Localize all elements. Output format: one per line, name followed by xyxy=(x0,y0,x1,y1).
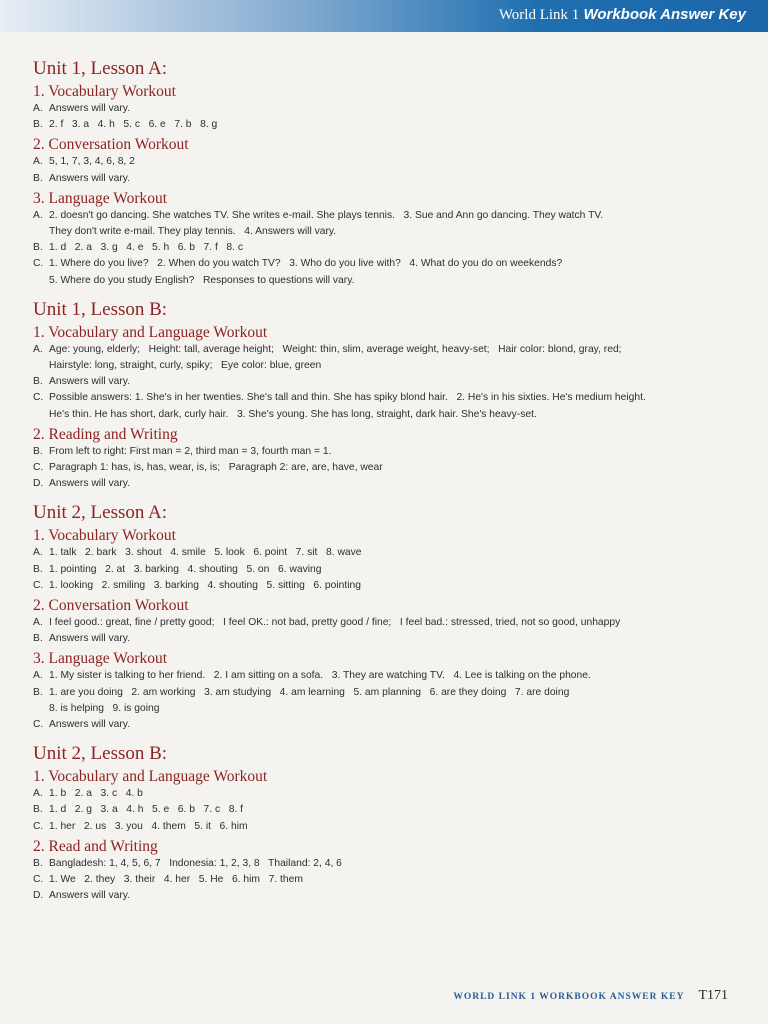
answer-text: Answers will vary. xyxy=(49,633,131,645)
answer-letter: A. xyxy=(33,343,43,355)
answer-text: 1. d 2. a 3. g 4. e 5. h 6. b 7. f 8. c xyxy=(49,242,244,254)
answer-item xyxy=(33,374,743,390)
answer-letter: B. xyxy=(33,563,43,575)
answer-item xyxy=(33,444,743,460)
unit-block xyxy=(33,58,743,289)
answer-text: 1. b 2. a 3. c 4. b xyxy=(49,788,143,800)
answer-item xyxy=(33,615,743,631)
answer-text: Answers will vary. xyxy=(49,376,131,388)
answer-letter: A. xyxy=(33,209,43,221)
answer-text: 1. d 2. g 3. a 4. h 5. e 6. b 7. c 8. f xyxy=(49,804,244,816)
page-number: T171 xyxy=(698,988,728,1003)
answer-letter: B. xyxy=(33,376,43,388)
answer-item xyxy=(33,240,743,256)
section-title: 2. Conversation Workout xyxy=(33,597,189,615)
header-answer-key: Workbook Answer Key xyxy=(583,6,746,23)
answer-letter: A. xyxy=(33,103,43,114)
answer-letter: A. xyxy=(33,617,43,629)
answer-text: Age: young, elderly; Height: tall, average height; Weight: thin, slim, average weight, heavy-set; Hair color: blond, gray, red; Hairstyle: long, straight, curly, spiky; Eye color: blue, green xyxy=(49,343,622,372)
answer-text: 1. My sister is talking to her friend. 2. I am sitting on a sofa. 3. They are watching TV. 4. Lee is talking on the phone. xyxy=(49,670,591,682)
answer-letter: B. xyxy=(33,686,43,698)
answer-text: 1. looking 2. smiling 3. barking 4. shouting 5. sitting 6. pointing xyxy=(49,579,361,591)
answer-text: 1. are you doing 2. am working 3. am studying 4. am learning 5. am planning 6. are they doing 7. are doing 8. is helping 9. is going xyxy=(49,686,570,714)
answer-item xyxy=(33,668,743,684)
answer-letter: B. xyxy=(33,242,43,254)
answer-item xyxy=(33,578,743,594)
answer-text: 2. f 3. a 4. h 5. c 6. e 7. b 8. g xyxy=(49,119,218,131)
section-title: 2. Reading and Writing xyxy=(33,425,178,443)
answer-item xyxy=(33,154,743,170)
answer-item xyxy=(33,101,743,117)
answer-item xyxy=(33,208,743,240)
answer-key-content xyxy=(33,58,743,905)
answer-text: 1. talk 2. bark 3. shout 4. smile 5. look 6. point 7. sit 8. wave xyxy=(49,547,362,559)
answer-letter: C. xyxy=(33,258,44,270)
answer-text: 1. Where do you live? 2. When do you watch TV? 3. Who do you live with? 4. What do you do on weekends? 5. Where do you study English? Responses to questions will vary. xyxy=(49,258,563,286)
answer-item xyxy=(33,171,743,187)
answer-letter: D. xyxy=(33,890,44,902)
answer-letter: B. xyxy=(33,172,43,184)
section-title: 1. Vocabulary and Language Workout xyxy=(33,768,268,786)
answer-letter: B. xyxy=(33,445,43,457)
unit-title: Unit 2, Lesson B: xyxy=(33,743,168,765)
answer-item xyxy=(33,786,743,802)
answer-text: 2. doesn't go dancing. She watches TV. She writes e-mail. She plays tennis. 3. Sue and Ann go dancing. They watch TV. They don't write e-mail. They play tennis. 4. Answers will vary. xyxy=(49,209,604,238)
answer-text: 5, 1, 7, 3, 4, 6, 8, 2 xyxy=(49,156,135,168)
unit-title: Unit 1, Lesson A: xyxy=(33,58,168,79)
answer-letter: C. xyxy=(33,579,44,591)
answer-item xyxy=(33,476,743,492)
answer-item xyxy=(33,117,743,133)
unit-title: Unit 2, Lesson A: xyxy=(33,502,168,524)
answer-letter: A. xyxy=(33,788,43,800)
unit-block xyxy=(33,743,743,904)
answer-letter: C. xyxy=(33,392,44,404)
answer-item xyxy=(33,390,743,422)
section-title: 2. Read and Writing xyxy=(33,837,158,855)
answer-item xyxy=(33,562,743,578)
section-title: 2. Conversation Workout xyxy=(33,136,189,154)
section-title: 1. Vocabulary Workout xyxy=(33,527,176,545)
answer-text: Answers will vary. xyxy=(49,172,131,184)
answer-text: Answers will vary. xyxy=(49,719,131,731)
answer-text: Answers will vary. xyxy=(49,103,131,114)
header-title xyxy=(499,6,746,24)
answer-text: 1. her 2. us 3. you 4. them 5. it 6. him xyxy=(49,820,248,832)
section-title: 3. Language Workout xyxy=(33,650,168,668)
section-title: 3. Language Workout xyxy=(33,189,168,207)
page-footer xyxy=(453,988,728,1004)
answer-letter: C. xyxy=(33,820,44,832)
section-title: 1. Vocabulary Workout xyxy=(33,83,176,100)
answer-letter: B. xyxy=(33,804,43,816)
answer-letter: B. xyxy=(33,857,43,869)
answer-text: Possible answers: 1. She's in her twenties. She's tall and thin. She has spiky blond hair. 2. He's in his sixties. He's medium height. He's thin. He has short, dark, curly hair. 3. She's young. She has long, straight, dark hair. She's heavy-set. xyxy=(49,392,646,420)
footer-title: WORLD LINK 1 WORKBOOK ANSWER KEY xyxy=(453,992,685,1002)
unit-title: Unit 1, Lesson B: xyxy=(33,298,168,320)
answer-item xyxy=(33,545,743,561)
answer-text: 1. We 2. they 3. their 4. her 5. He 6. him 7. them xyxy=(49,874,303,886)
answer-letter: B. xyxy=(33,633,43,645)
answer-item xyxy=(33,342,743,374)
answer-item xyxy=(33,256,743,288)
answer-letter: B. xyxy=(33,119,43,131)
answer-letter: C. xyxy=(33,874,44,886)
answer-item xyxy=(33,631,743,647)
answer-letter: C. xyxy=(33,462,44,474)
answer-item xyxy=(33,460,743,476)
answer-text: Answers will vary. xyxy=(49,478,131,490)
answer-text: Bangladesh: 1, 4, 5, 6, 7 Indonesia: 1, 2, 3, 8 Thailand: 2, 4, 6 xyxy=(49,857,342,869)
header-brand: World Link 1 xyxy=(498,7,580,23)
answer-item xyxy=(33,717,743,733)
answer-letter: C. xyxy=(33,719,44,731)
answer-letter: A. xyxy=(33,156,43,168)
answer-item xyxy=(33,856,743,872)
answer-text: From left to right: First man = 2, third man = 3, fourth man = 1. xyxy=(49,445,332,457)
answer-item xyxy=(33,872,743,888)
answer-item xyxy=(33,685,743,717)
answer-letter: D. xyxy=(33,478,44,490)
answer-item xyxy=(33,802,743,818)
unit-block xyxy=(33,299,743,493)
answer-item xyxy=(33,888,743,904)
answer-item xyxy=(33,819,743,835)
answer-text: I feel good.: great, fine / pretty good; I feel OK.: not bad, pretty good / fine; I feel bad.: stressed, tried, not so good, unhappy xyxy=(49,617,621,629)
answer-text: 1. pointing 2. at 3. barking 4. shouting 5. on 6. waving xyxy=(49,563,322,575)
answer-letter: A. xyxy=(33,670,43,682)
answer-letter: A. xyxy=(33,547,43,559)
section-title: 1. Vocabulary and Language Workout xyxy=(33,323,268,341)
answer-text: Paragraph 1: has, is, has, wear, is, is; Paragraph 2: are, are, have, wear xyxy=(49,462,383,474)
unit-block xyxy=(33,502,743,733)
answer-text: Answers will vary. xyxy=(49,890,131,902)
